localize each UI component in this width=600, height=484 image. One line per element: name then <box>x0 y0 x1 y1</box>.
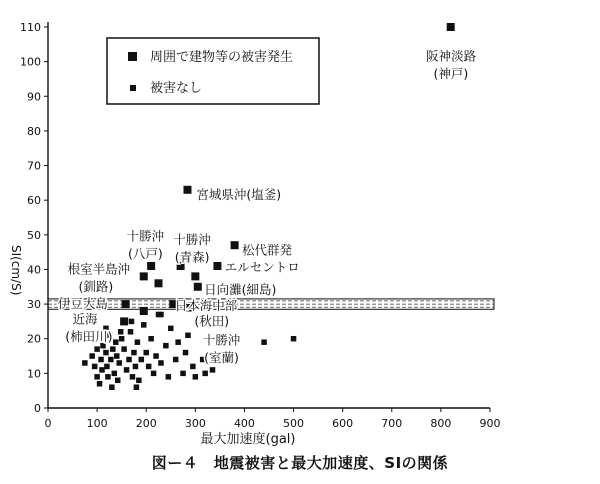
no-damage-point <box>291 336 297 342</box>
no-damage-point <box>143 350 149 356</box>
point-annotation: (青森) <box>174 249 210 265</box>
no-damage-point <box>175 339 181 345</box>
y-tick-label: 90 <box>27 90 41 104</box>
no-damage-point <box>126 357 131 363</box>
x-tick-label: 200 <box>135 417 157 430</box>
point-annotation: (柿田川) <box>65 328 113 344</box>
no-damage-point <box>158 360 164 366</box>
no-damage-point <box>173 357 179 363</box>
point-annotation: (室蘭) <box>204 349 239 365</box>
damage-point <box>140 272 148 280</box>
no-damage-point <box>130 374 136 380</box>
no-damage-point <box>136 378 142 384</box>
no-damage-point <box>97 381 103 387</box>
no-damage-point <box>141 322 147 328</box>
threshold-band <box>48 299 494 309</box>
no-damage-point <box>119 336 125 342</box>
no-damage-point <box>139 357 145 363</box>
no-damage-point <box>112 371 118 377</box>
no-damage-point <box>131 350 137 356</box>
no-damage-point <box>82 360 88 366</box>
damage-point <box>213 262 221 270</box>
y-tick-label: 30 <box>27 298 41 312</box>
legend-marker-damage <box>128 52 137 61</box>
figure-caption: 図ー４ 地震被害と最大加速度、SIの関係 <box>151 454 449 472</box>
no-damage-point <box>99 367 105 373</box>
no-damage-point <box>146 364 152 370</box>
x-tick-label: 100 <box>86 417 108 430</box>
damage-point <box>447 23 455 31</box>
y-tick-label: 20 <box>27 332 41 346</box>
no-damage-point <box>110 346 116 352</box>
point-annotation: 根室半島沖 <box>67 261 131 277</box>
damage-point <box>140 307 148 315</box>
no-damage-point <box>166 374 172 380</box>
x-tick-label: 300 <box>184 417 206 430</box>
x-tick-label: 700 <box>381 417 403 430</box>
no-damage-point <box>94 374 100 380</box>
no-damage-point <box>104 364 110 370</box>
point-annotation: 伊豆大島 <box>57 296 108 312</box>
damage-point <box>120 317 128 325</box>
point-annotation: 阪神淡路 <box>426 48 477 64</box>
damage-point <box>191 272 199 280</box>
no-damage-point <box>168 326 174 332</box>
y-axis-title: SI(cm/S) <box>9 245 23 296</box>
x-tick-label: 900 <box>479 417 501 430</box>
no-damage-point <box>128 329 134 335</box>
point-annotation: 日向灘(細島) <box>204 282 277 298</box>
point-annotation: 十勝沖 <box>173 232 211 248</box>
point-annotation: 十勝沖 <box>126 228 165 244</box>
no-damage-point <box>118 329 124 335</box>
no-damage-point <box>124 367 130 373</box>
x-tick-label: 0 <box>44 417 52 430</box>
point-annotation: 十勝沖 <box>202 332 241 348</box>
point-annotation: エルセントロ <box>224 259 300 275</box>
no-damage-point <box>190 364 196 370</box>
point-annotation: (秋田) <box>194 313 230 329</box>
point-annotation: 松代群発 <box>241 242 293 258</box>
no-damage-point <box>129 319 135 325</box>
no-damage-point <box>103 350 109 356</box>
y-tick-label: 50 <box>27 228 41 242</box>
damage-point <box>231 241 239 249</box>
y-tick-label: 10 <box>27 367 41 381</box>
point-annotation: (神戸) <box>433 65 469 81</box>
x-tick-label: 400 <box>233 417 255 430</box>
no-damage-point <box>109 384 115 390</box>
no-damage-point <box>121 346 127 352</box>
no-damage-point <box>148 336 154 342</box>
damage-point <box>122 300 130 308</box>
no-damage-point <box>163 343 169 349</box>
y-tick-label: 100 <box>20 55 41 69</box>
x-tick-label: 500 <box>283 417 305 430</box>
no-damage-point <box>261 339 267 345</box>
legend-label-damage: 周囲で建物等の被害発生 <box>150 50 294 65</box>
no-damage-point <box>115 378 121 384</box>
no-damage-point <box>135 339 141 345</box>
legend <box>107 38 319 104</box>
y-tick-label: 70 <box>27 159 41 173</box>
no-damage-point <box>185 333 191 339</box>
x-tick-label: 800 <box>430 417 452 430</box>
y-tick-label: 0 <box>34 402 41 415</box>
damage-point <box>155 279 163 287</box>
no-damage-point <box>113 339 119 345</box>
point-annotation: 日本海中部 <box>174 297 238 313</box>
x-axis-title: 最大加速度(gal) <box>200 432 296 447</box>
no-damage-point <box>114 353 120 359</box>
no-damage-point <box>183 350 189 356</box>
no-damage-point <box>158 312 164 318</box>
no-damage-point <box>202 371 208 377</box>
no-damage-point <box>98 357 104 363</box>
damage-point <box>194 283 202 291</box>
no-damage-point <box>134 384 140 390</box>
damage-point <box>147 262 155 270</box>
no-damage-point <box>108 357 114 363</box>
legend-box <box>107 38 319 104</box>
point-annotation: 近海 <box>72 311 98 327</box>
no-damage-point <box>151 371 157 377</box>
point-annotation: 宮城県沖(塩釜) <box>196 186 282 202</box>
no-damage-point <box>133 364 139 370</box>
no-damage-point <box>105 374 111 380</box>
no-damage-point <box>193 374 199 380</box>
no-damage-point <box>153 353 159 359</box>
point-annotation: (八戸) <box>128 245 163 261</box>
y-tick-label: 40 <box>27 263 41 277</box>
x-tick-label: 600 <box>332 417 354 430</box>
y-tick-label: 60 <box>27 194 41 208</box>
point-annotation: (釧路) <box>78 278 114 294</box>
legend-marker-no-damage <box>130 85 136 91</box>
damage-point <box>183 186 191 194</box>
no-damage-point <box>92 364 98 370</box>
no-damage-point <box>116 360 122 366</box>
legend-label-no-damage: 被害なし <box>150 81 203 96</box>
no-damage-point <box>210 367 216 373</box>
y-tick-label: 80 <box>27 124 41 138</box>
no-damage-point <box>180 371 186 377</box>
no-damage-point <box>89 353 95 359</box>
no-damage-point <box>94 346 100 352</box>
y-tick-label: 110 <box>20 21 41 34</box>
